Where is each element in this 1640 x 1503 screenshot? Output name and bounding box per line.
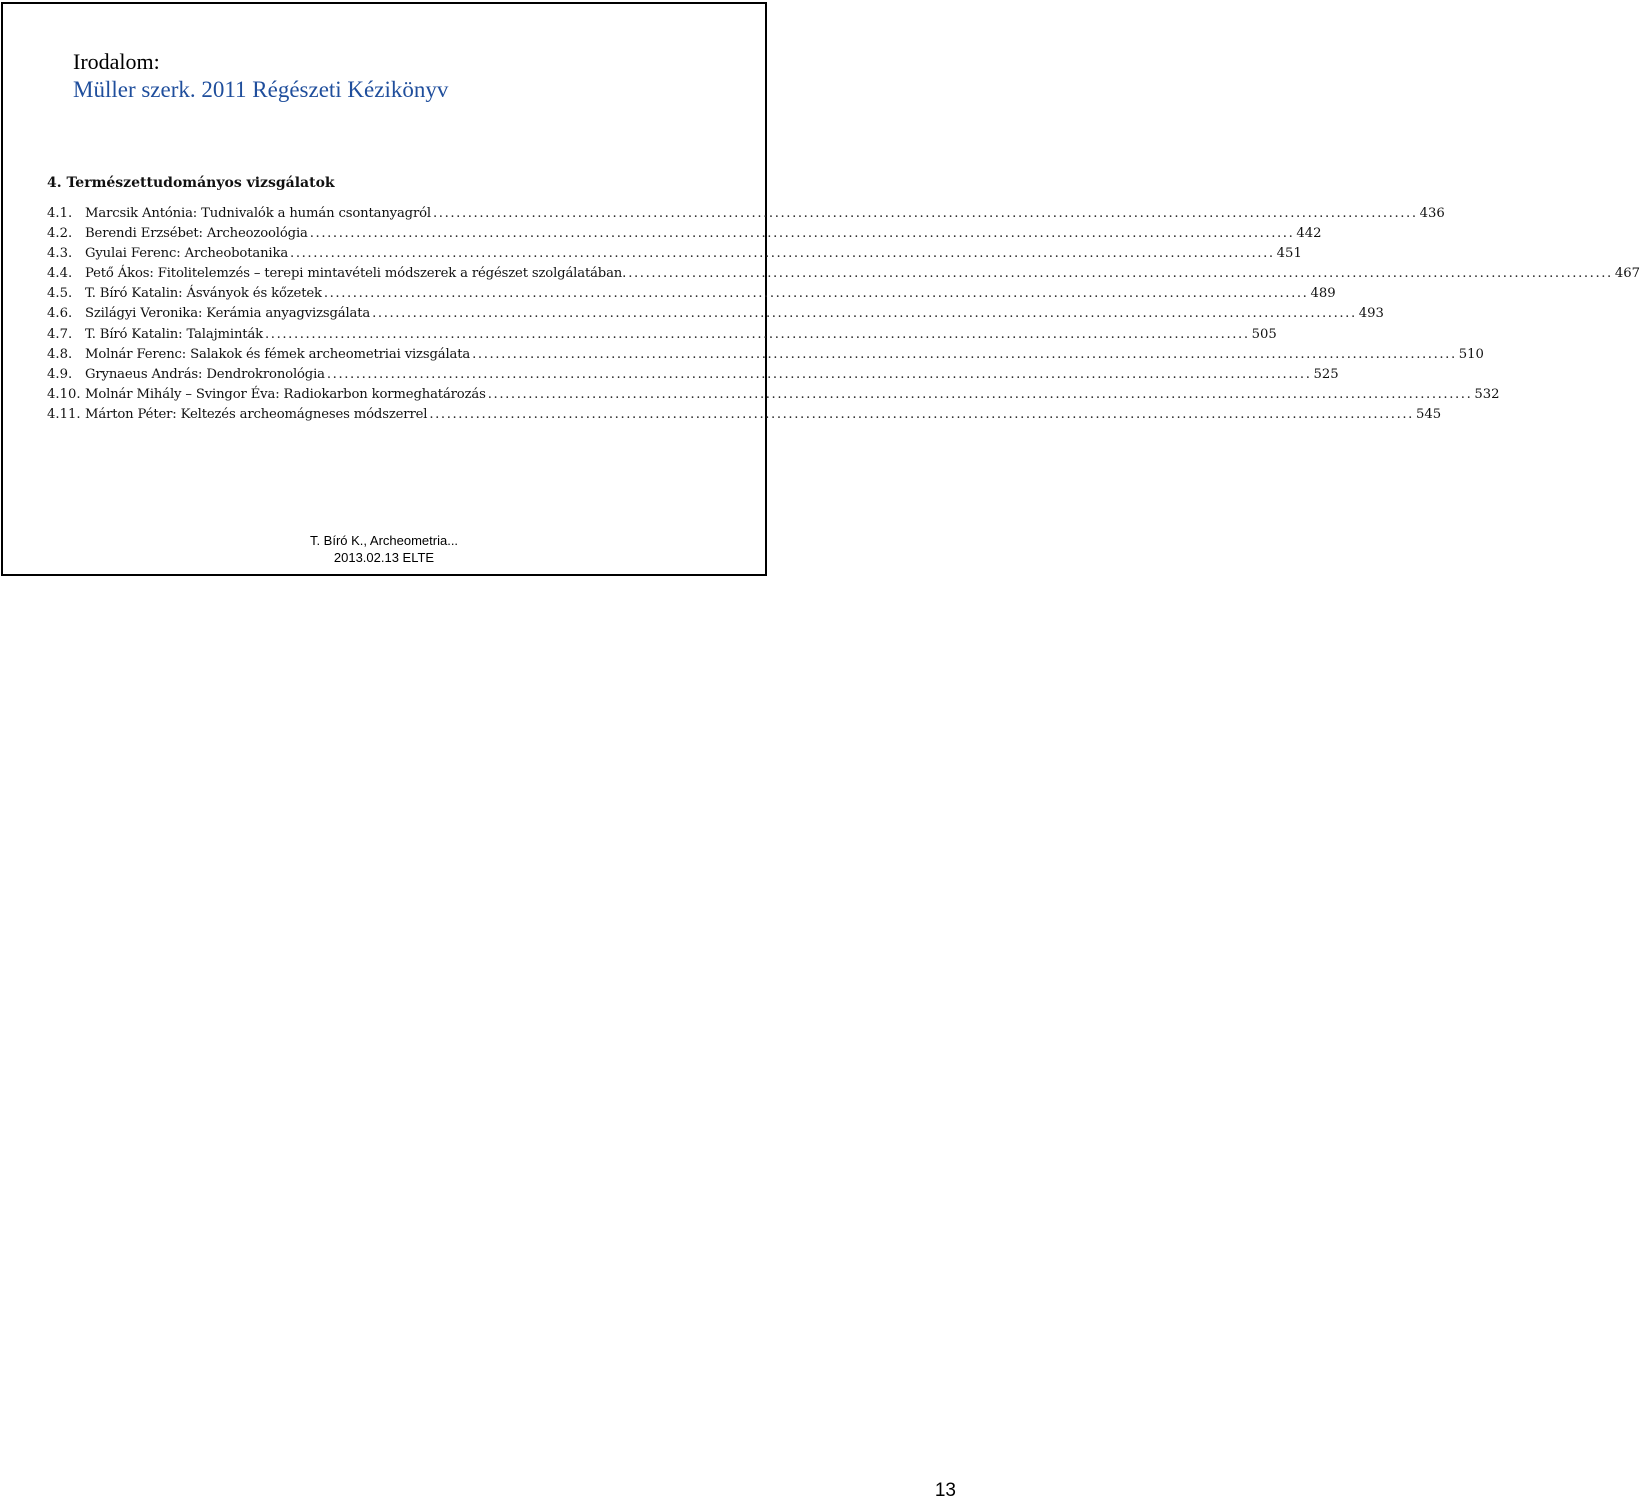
toc-entry — [47, 204, 1445, 224]
toc-entry-number: 4.1. — [47, 206, 73, 221]
title-reference: Müller szerk. 2011 Régészeti Kézikönyv — [73, 77, 449, 102]
toc-list — [47, 204, 1640, 425]
toc-dot-leader — [472, 345, 1457, 365]
toc-entry-page: 489 — [1310, 286, 1336, 302]
toc-entry-title: Molnár Ferenc: Salakok és fémek archeometriai vizsgálata — [85, 346, 471, 362]
toc-entry-title: Molnár Mihály – Svingor Éva: Radiokarbon kormeghatározás — [85, 386, 486, 402]
toc-entry — [47, 345, 1484, 365]
slide-footer — [3, 532, 765, 566]
toc-entry-page: 505 — [1251, 326, 1277, 342]
toc-entry — [47, 224, 1322, 244]
toc-entry-page: 493 — [1358, 306, 1384, 322]
toc-heading: 4. Természettudományos vizsgálatok — [47, 175, 335, 191]
footer-author: T. Bíró K., Archeometria... — [309, 533, 459, 548]
toc-dot-leader — [290, 244, 1275, 264]
toc-entry-number: 4.5. — [47, 286, 73, 302]
slide-title — [73, 48, 448, 104]
toc-dot-leader — [327, 365, 1312, 385]
toc-entry — [47, 284, 1336, 304]
toc-dot-leader — [310, 224, 1295, 244]
toc-entry-number: 4.10. — [47, 386, 81, 402]
toc-dot-leader — [488, 385, 1473, 405]
toc-entry — [47, 325, 1277, 345]
toc-entry-page: 451 — [1276, 246, 1302, 262]
toc-dot-leader — [324, 284, 1309, 304]
toc-entry — [47, 365, 1339, 385]
toc-entry-page: 436 — [1419, 206, 1445, 221]
toc-dot-leader — [265, 325, 1250, 345]
toc-entry-title: Szilágyi Veronika: Kerámia anyagvizsgálata — [85, 306, 371, 322]
toc-dot-leader — [372, 304, 1357, 324]
toc-entry-number: 4.3. — [47, 246, 73, 262]
toc-entry-title: T. Bíró Katalin: Talajminták — [85, 326, 263, 342]
toc-entry-title: Berendi Erzsébet: Archeozoológia — [85, 226, 308, 242]
toc-entry-page: 525 — [1313, 366, 1339, 382]
toc-dot-leader — [628, 264, 1613, 284]
toc-entry-page: 467 — [1614, 266, 1640, 282]
toc-entry — [47, 244, 1302, 264]
slide-frame — [1, 2, 1640, 576]
toc-entry-number: 4.2. — [47, 226, 73, 242]
toc-entry-number: 4.9. — [47, 366, 73, 382]
toc-entry-title: Grynaeus András: Dendrokronológia — [85, 366, 325, 382]
toc-entry-page: 545 — [1415, 406, 1442, 422]
toc-entry — [47, 264, 1640, 284]
toc-entry-page: 510 — [1458, 346, 1484, 362]
toc-entry-title: Márton Péter: Keltezés archeomágneses módszerrel — [85, 406, 428, 422]
toc-entry-title: T. Bíró Katalin: Ásványok és kőzetek — [85, 286, 322, 302]
page-number: 13 — [934, 1480, 956, 1501]
toc-dot-leader — [429, 405, 1414, 425]
title-label: Irodalom: — [73, 49, 160, 74]
toc-entry-number: 4.11. — [47, 406, 81, 422]
toc-entry-page: 532 — [1474, 386, 1500, 402]
footer-date: 2013.02.13 ELTE — [333, 550, 435, 565]
toc-entry-title: Marcsik Antónia: Tudnivalók a humán csontanyagról — [85, 206, 431, 221]
table-of-contents — [47, 172, 1640, 425]
toc-entry-number: 4.8. — [47, 346, 73, 362]
toc-entry — [47, 385, 1500, 405]
toc-entry — [47, 405, 1442, 425]
toc-dot-leader — [433, 204, 1418, 224]
toc-entry-title: Pető Ákos: Fitolitelemzés – terepi mintavételi módszerek a régészet szolgálatában. — [85, 266, 627, 282]
toc-entry-number: 4.6. — [47, 306, 73, 322]
toc-entry-number: 4.4. — [47, 266, 73, 282]
toc-entry-page: 442 — [1296, 226, 1322, 242]
toc-entry-number: 4.7. — [47, 326, 73, 342]
toc-entry — [47, 304, 1384, 324]
toc-entry-title: Gyulai Ferenc: Archeobotanika — [85, 246, 289, 262]
